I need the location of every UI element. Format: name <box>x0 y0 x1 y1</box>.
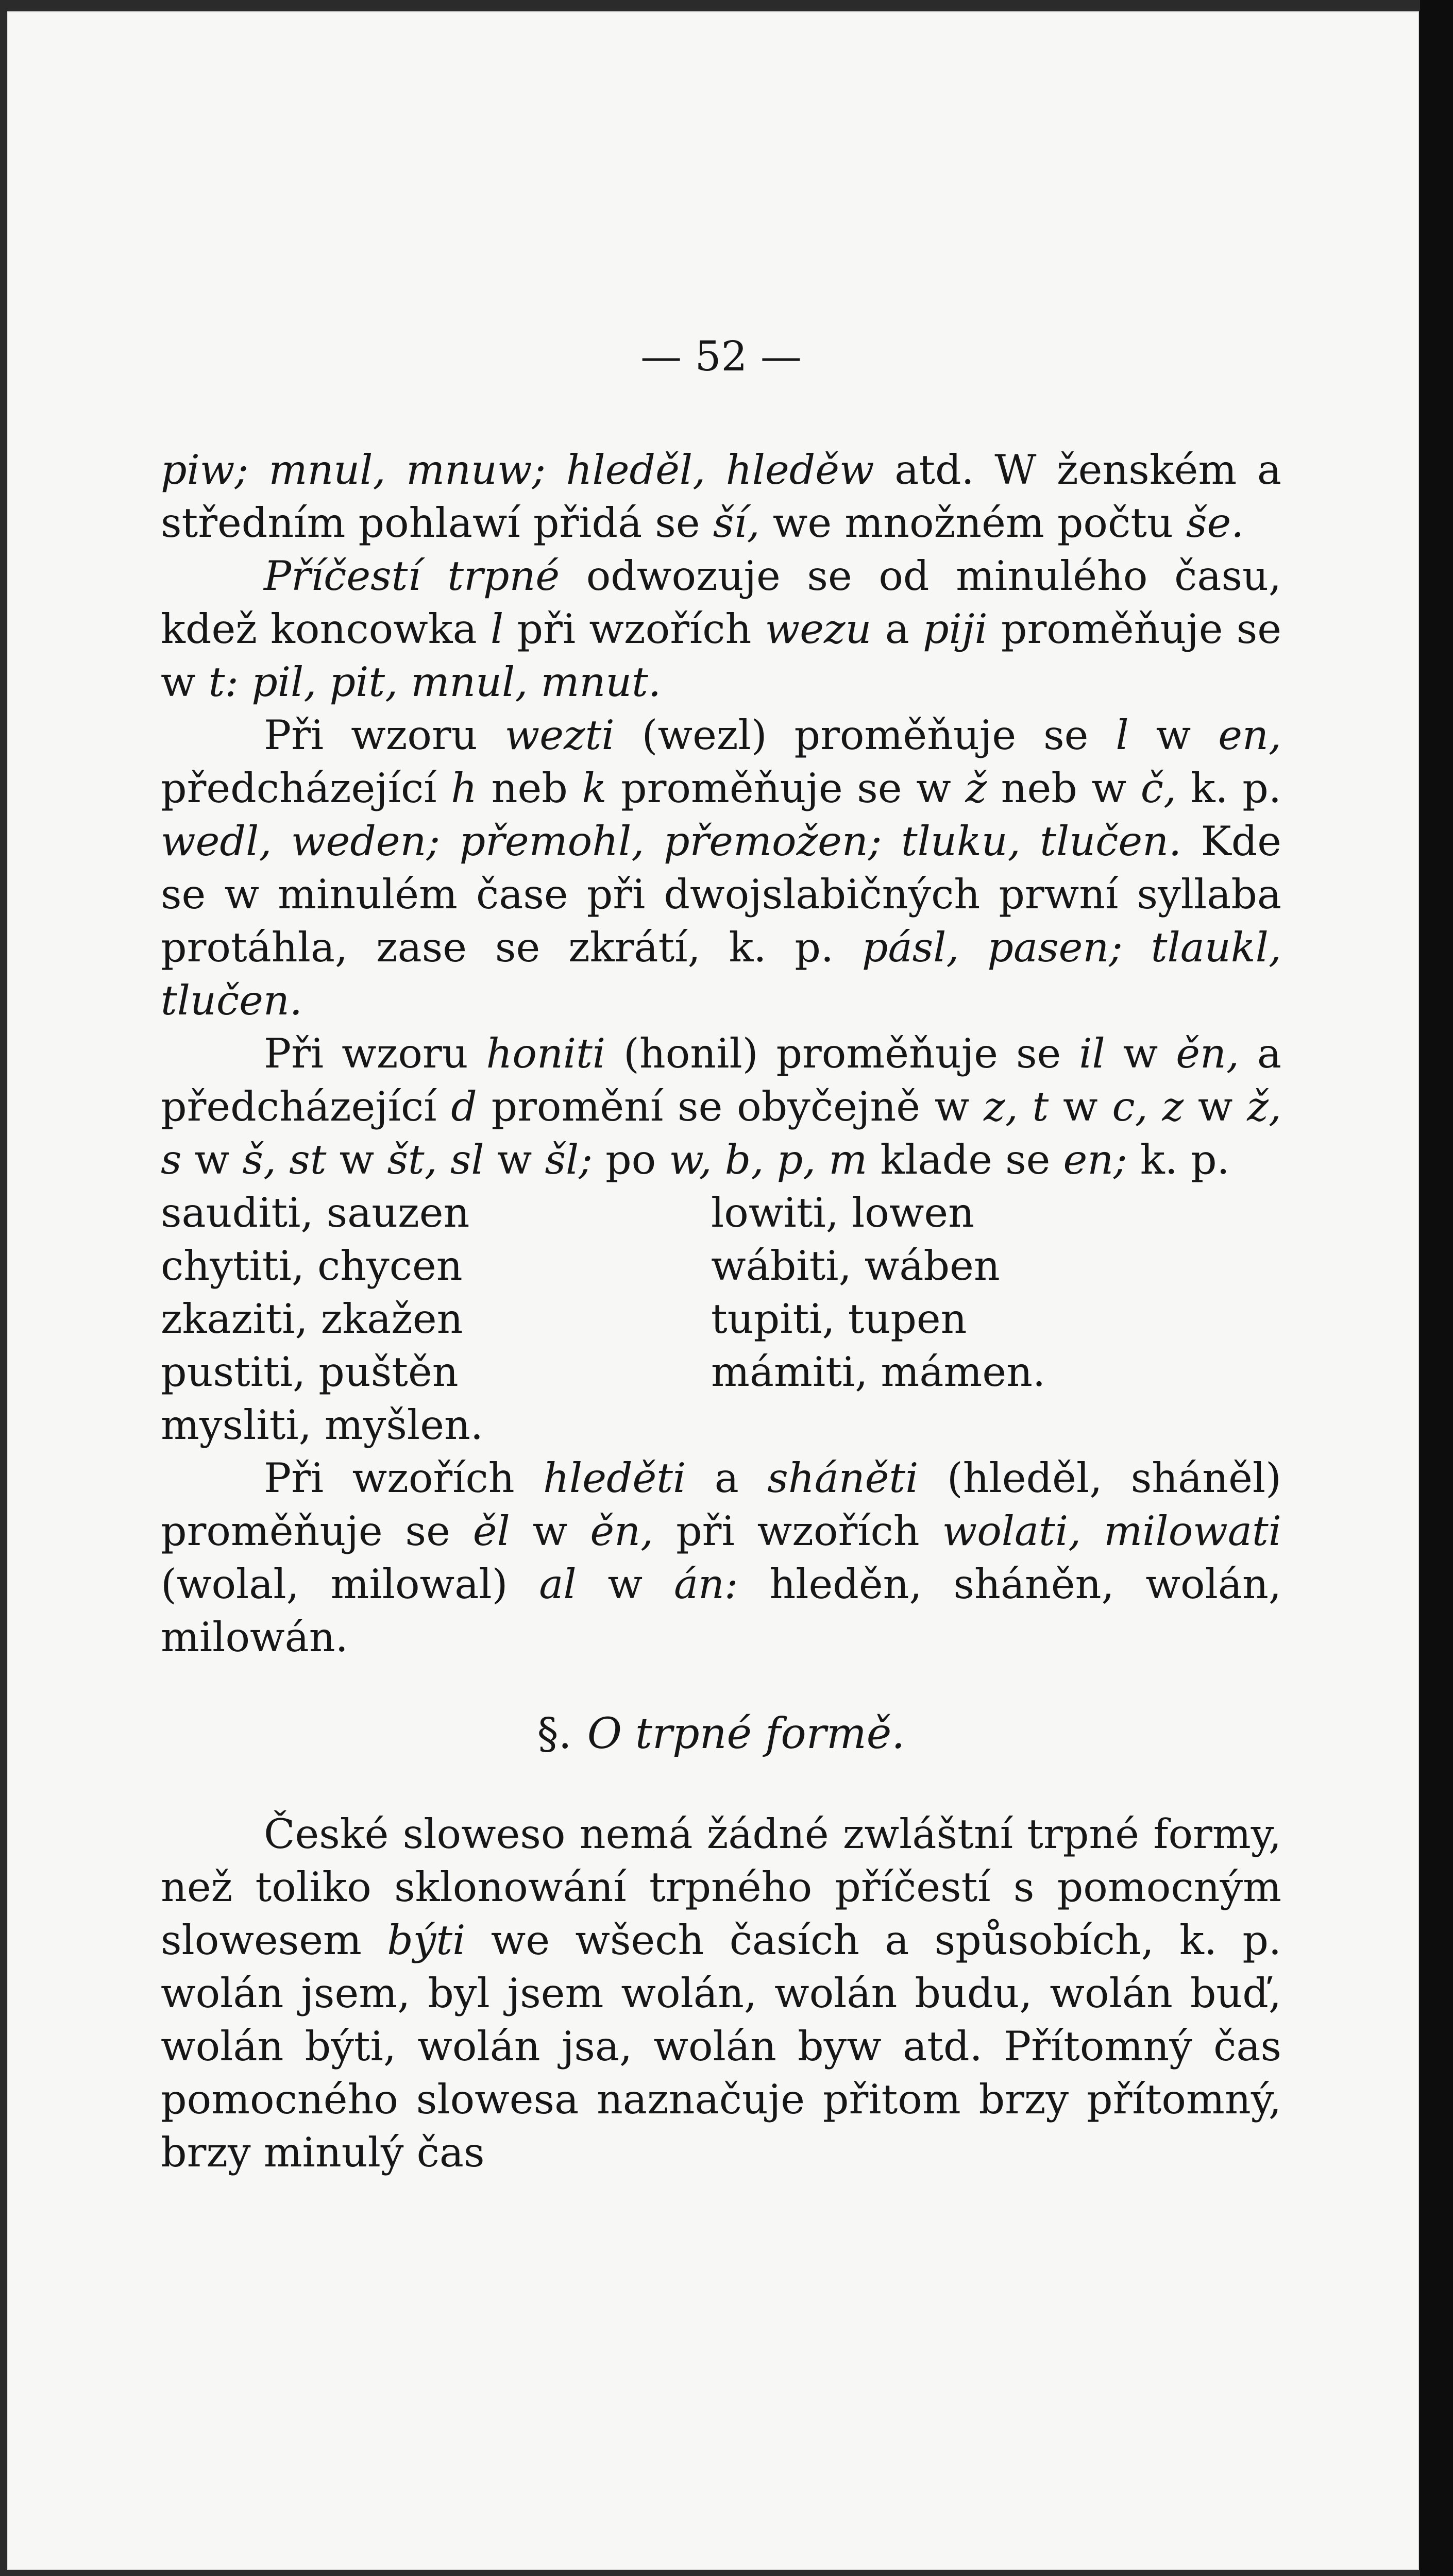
text: promění se obyčejně w <box>477 1083 984 1130</box>
example-item: chytiti, chycen <box>161 1242 463 1290</box>
text: w <box>326 1136 387 1183</box>
text: klade se <box>867 1136 1063 1183</box>
text-italic: ž <box>965 765 987 812</box>
text-italic: pásl, pasen; tlaukl, tlučen. <box>161 924 1281 1024</box>
text: neb <box>477 765 582 812</box>
text-italic: č, <box>1140 765 1177 812</box>
text: předcházející <box>161 765 451 812</box>
text-italic: ěn, <box>590 1507 654 1555</box>
example-item: wábiti, wáben <box>711 1242 1000 1290</box>
text: hleděn, sháněn, wolán, milowán. <box>161 1561 1281 1661</box>
text: (wolal, milowal) <box>161 1561 539 1608</box>
text-italic: án: <box>673 1561 738 1608</box>
example-columns <box>161 1187 1281 1452</box>
example-item: pustiti, puštěn <box>161 1348 459 1396</box>
example-item: mysliti, myšlen. <box>161 1401 483 1449</box>
text-italic: l <box>1116 711 1129 759</box>
text-italic: wolati, milowati <box>942 1507 1281 1555</box>
text: (wezl) proměňuje se <box>614 711 1116 759</box>
text-italic: še. <box>1186 499 1244 547</box>
text-italic: býti <box>387 1917 466 1964</box>
text: Při wzoru <box>264 711 505 759</box>
text: (honil) proměňuje se <box>605 1030 1079 1077</box>
text-italic: ší, <box>713 499 760 547</box>
text: k. p. <box>1176 765 1281 812</box>
text: w <box>576 1561 674 1608</box>
example-item: sauditi, sauzen <box>161 1189 470 1236</box>
text: w <box>1105 1030 1176 1077</box>
example-column-left <box>161 1187 711 1452</box>
text-italic: en, <box>1218 711 1281 759</box>
text-italic: d <box>451 1083 477 1130</box>
text: (hleděl, sháněl) proměňuje se <box>161 1454 1282 1555</box>
text-italic: hleděti <box>543 1454 686 1502</box>
text: neb w <box>987 765 1141 812</box>
text-italic: c, z <box>1112 1083 1184 1130</box>
text-italic: al <box>539 1561 577 1608</box>
text: w <box>510 1507 590 1555</box>
text-italic: l <box>491 605 504 653</box>
text: Při wzořích <box>264 1454 544 1502</box>
text-italic: z, t <box>984 1083 1049 1130</box>
text: proměňuje se w <box>606 765 966 812</box>
text-italic: piw; mnul, mnuw; hleděl, hleděw <box>161 446 874 494</box>
text-italic: wedl, weden; přemohl, přemožen; tluku, tlučen. <box>161 818 1182 865</box>
text-italic: š, st <box>242 1136 327 1183</box>
example-item: tupiti, tupen <box>711 1295 967 1343</box>
text: a <box>871 605 923 653</box>
text: w <box>1128 711 1219 759</box>
paragraph-participle-passive <box>161 550 1281 709</box>
section-heading <box>161 1707 1281 1760</box>
paragraph-wezti <box>161 709 1281 1027</box>
section-sign: §. <box>537 1709 572 1758</box>
text-italic: št, sl <box>387 1136 484 1183</box>
page-content <box>161 330 1281 2179</box>
text-italic: w, b, p, m <box>669 1136 868 1183</box>
paragraph-passive-form <box>161 1808 1281 2179</box>
text-italic: Příčestí trpné <box>264 552 560 600</box>
text: we množném počtu <box>759 499 1186 547</box>
example-item: lowiti, lowen <box>711 1189 975 1236</box>
text: w <box>181 1136 243 1183</box>
text: w <box>484 1136 545 1183</box>
text: w <box>1049 1083 1112 1130</box>
paragraph-honiti <box>161 1027 1281 1187</box>
text-italic: wezti <box>504 711 615 759</box>
text-italic: h <box>451 765 478 812</box>
text: Při wzoru <box>264 1030 486 1077</box>
page-number: — 52 — <box>640 332 802 380</box>
text: proměňuje se w <box>161 605 1281 706</box>
example-item: mámiti, mámen. <box>711 1348 1046 1396</box>
text: Kde se w minulém čase při dwojslabičných prwní syllaba protáhla, zase se zkrátí, k. p. <box>161 818 1282 971</box>
text: po <box>592 1136 669 1183</box>
text-italic: piji <box>923 605 988 653</box>
text-italic: šl; <box>545 1136 593 1183</box>
text-italic: ž, s <box>161 1083 1281 1183</box>
text-italic: t: pil, pit, mnul, mnut. <box>208 658 662 706</box>
text: w <box>1184 1083 1247 1130</box>
text-italic: ěn, <box>1176 1030 1239 1077</box>
page-edge <box>1420 0 1453 2576</box>
section-title: O trpné formě. <box>587 1709 905 1758</box>
text-italic: k <box>582 765 607 812</box>
text-italic: sháněti <box>767 1454 919 1502</box>
text-italic: ěl <box>472 1507 510 1555</box>
text-italic: en; <box>1063 1136 1127 1183</box>
text-italic: honiti <box>486 1030 606 1077</box>
text: odwozuje se od minulého času, kdež koncowka <box>161 552 1282 653</box>
text: k. p. <box>1127 1136 1230 1183</box>
example-item: zkaziti, zkažen <box>161 1295 463 1343</box>
text-italic: wezu <box>765 605 872 653</box>
paragraph-hledeti <box>161 1452 1281 1664</box>
text: České sloweso nemá žádné zwláštní trpné formy, než toliko sklonowání trpného příčestí s pomocným slowesem <box>161 1810 1281 1964</box>
example-column-right <box>711 1187 1278 1452</box>
text: we wšech časích a spůsobích, k. p. wolán jsem, byl jsem wolán, wolán budu, wolán buď, wolán býti, wolán jsa, wolán byw atd. Přítomný čas pomocného slowesa naznačuje přitom brzy přítomný, brzy minulý čas <box>161 1917 1282 2176</box>
text: a <box>686 1454 768 1502</box>
text: a předcházející <box>161 1030 1281 1130</box>
text: při wzořích <box>653 1507 942 1555</box>
paragraph-participle-active <box>161 444 1281 550</box>
text: atd. W ženském a středním pohlawí přidá se <box>161 446 1281 547</box>
text-italic: il <box>1079 1030 1105 1077</box>
text: při wzořích <box>503 605 765 653</box>
